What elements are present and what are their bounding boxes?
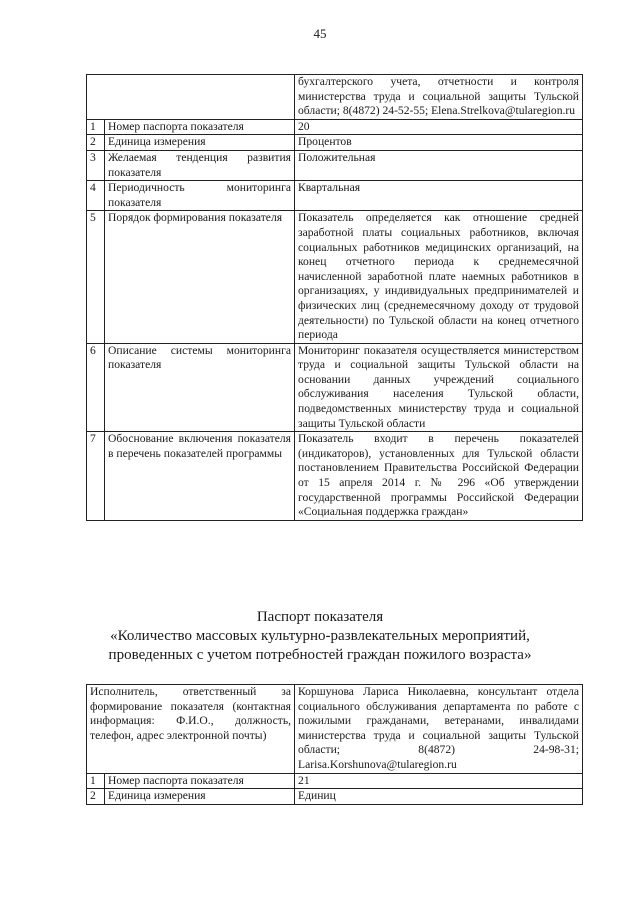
table-row	[87, 211, 583, 343]
row-value: Мониторинг показателя осуществляется министерством труда и социальной защиты Тульской области на основании данных учреждений социального обслуживания населения Тульской области, подведомственных министерству труда и социальной защиты Тульской области	[295, 343, 583, 432]
heading-indicator-name-line1: «Количество массовых культурно-развлекательных мероприятий,	[110, 628, 530, 644]
executor-label: Исполнитель, ответственный за формирование показателя (контактная информация: Ф.И.О., должность, телефон, адрес электронной почты)	[87, 685, 295, 774]
table-row	[87, 789, 583, 805]
row-value: Квартальная	[295, 181, 583, 211]
table-row	[87, 773, 583, 789]
indicator-passport-table-20	[86, 74, 583, 521]
row-label: Порядок формирования показателя	[105, 211, 295, 343]
table-row	[87, 135, 583, 151]
row-label: Обоснование включения показателя в перечень показателей программы	[105, 432, 295, 521]
heading-indicator-name-line2: проведенных с учетом потребностей граждан пожилого возраста»	[108, 647, 532, 663]
row-value: Процентов	[295, 135, 583, 151]
row-value: Положительная	[295, 150, 583, 180]
row-value: 20	[295, 119, 583, 135]
table-cell-empty	[87, 75, 295, 120]
heading-title: Паспорт показателя	[256, 609, 384, 625]
table-row	[87, 150, 583, 180]
row-label: Желаемая тенденция развития показателя	[105, 150, 295, 180]
row-number: 2	[87, 135, 105, 151]
table-row	[87, 685, 583, 774]
row-value: 21	[295, 773, 583, 789]
row-value: Показатель входит в перечень показателей (индикаторов), установленных для Тульской области постановлением Правительства Российской Федерации от 15 апреля 2014 г. № 296 «Об утверждении государственной программы Российской Федерации «Социальная поддержка граждан»	[295, 432, 583, 521]
page-number: 45	[313, 26, 327, 41]
row-label: Единица измерения	[105, 135, 295, 151]
executor-contact-continued: бухгалтерского учета, отчетности и контроля министерства труда и социальной защиты Тульской области; 8(4872) 24-52-55; Elena.Strelkova@tularegion.ru	[295, 75, 583, 120]
row-number: 1	[87, 119, 105, 135]
table-row	[87, 343, 583, 432]
row-label: Номер паспорта показателя	[105, 119, 295, 135]
row-value: Единиц	[295, 789, 583, 805]
row-number: 1	[87, 773, 105, 789]
row-number: 6	[87, 343, 105, 432]
executor-contact: Коршунова Лариса Николаевна, консультант отдела социального обслуживания департамента по работе с пожилыми гражданами, ветеранами, инвалидами министерства труда и социальной защиты Тульской области; 8(4872) 24-98-31; Larisa.Korshunova@tularegion.ru	[295, 685, 583, 774]
passport-heading	[40, 608, 600, 665]
row-number: 4	[87, 181, 105, 211]
table-row	[87, 181, 583, 211]
row-number: 5	[87, 211, 105, 343]
row-number: 2	[87, 789, 105, 805]
row-label: Периодичность мониторинга показателя	[105, 181, 295, 211]
row-value: Показатель определяется как отношение средней заработной платы социальных работников, включая социальных работников медицинских организаций, на конец отчетного периода к среднемесячной начисленной заработной плате наемных работников в организациях, у индивидуальных предпринимателей и физических лиц (среднемесячному доходу от трудовой деятельности) по Тульской области на конец отчетного периода	[295, 211, 583, 343]
row-label: Номер паспорта показателя	[105, 773, 295, 789]
row-label: Описание системы мониторинга показателя	[105, 343, 295, 432]
table-row	[87, 75, 583, 120]
row-label: Единица измерения	[105, 789, 295, 805]
row-number: 3	[87, 150, 105, 180]
table-row	[87, 432, 583, 521]
table-row	[87, 119, 583, 135]
indicator-passport-table-21	[86, 684, 583, 805]
row-number: 7	[87, 432, 105, 521]
